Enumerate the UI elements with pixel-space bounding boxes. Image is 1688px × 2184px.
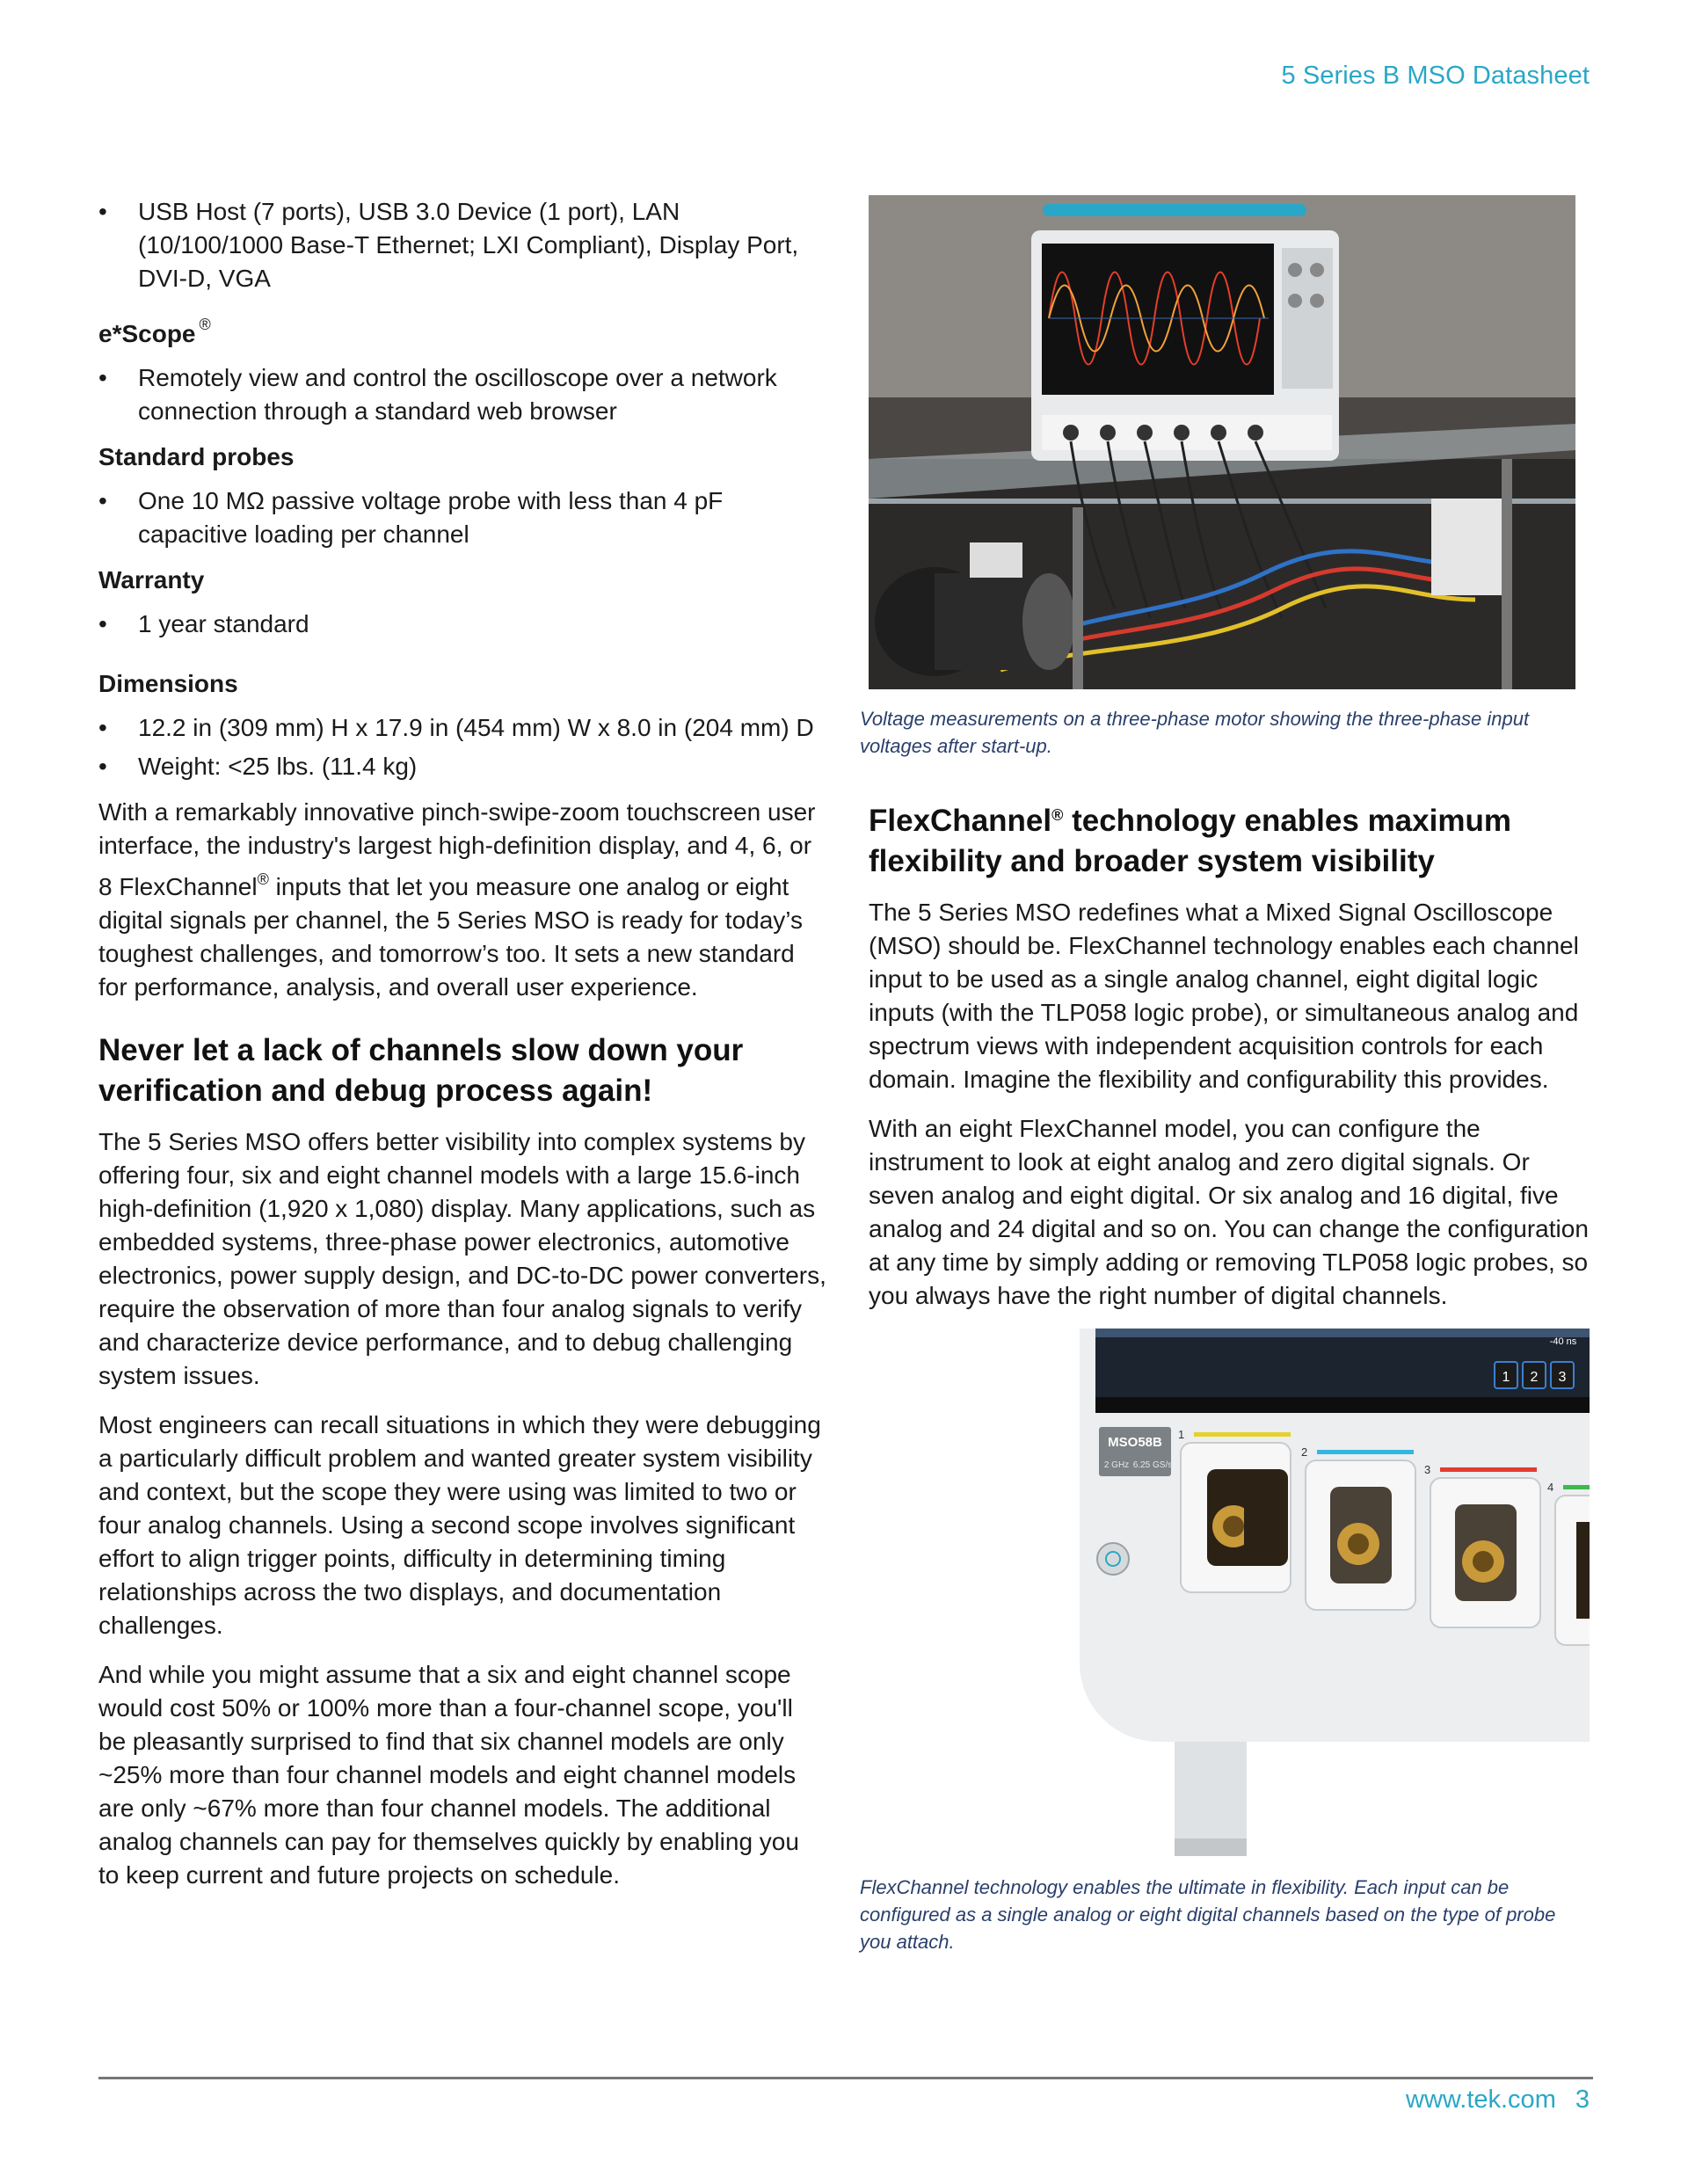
flexchannel-inputs-image bbox=[869, 1329, 1590, 1856]
photo2-caption: FlexChannel technology enables the ultimate in flexibility. Each input can be configured as a single analog or eight digital channels based on the type of probe you attach. bbox=[860, 1876, 1556, 1953]
oscilloscope-motor-photo bbox=[869, 195, 1575, 689]
flexchannel-inputs-photo bbox=[869, 1329, 1590, 1856]
channel-label-3: 3 bbox=[1424, 1463, 1431, 1476]
oscilloscope-motor-image bbox=[869, 195, 1575, 689]
left-column bbox=[98, 195, 826, 1908]
channels-paragraph-3: And while you might assume that a six and eight channel scope would cost 50% or 100% more than a four-channel scope, you'll be pleasantly surprised to find that six channel models are only ~25% more than four channel models and eight channel models are only ~67% more than four channel models. The additional analog channels can pay for themselves quickly by enabling you to keep current and future projects on schedule. bbox=[98, 1661, 799, 1889]
channel-label-2: 2 bbox=[1301, 1445, 1308, 1459]
escope-list bbox=[98, 361, 826, 428]
warranty-heading: Warranty bbox=[98, 566, 205, 593]
registered-mark: ® bbox=[257, 870, 269, 888]
section-heading-flexchannel bbox=[869, 795, 1590, 882]
screen-readout: -40 ns bbox=[1549, 1336, 1577, 1347]
screen-button-2: 2 bbox=[1530, 1370, 1539, 1385]
registered-mark: ® bbox=[1051, 806, 1064, 824]
heading-text-b: technology enables maximum flexibility and broader system visibility bbox=[869, 804, 1511, 878]
page-number: 3 bbox=[1575, 2086, 1590, 2114]
footer-divider bbox=[98, 2077, 1593, 2079]
footer-url[interactable]: www.tek.com bbox=[1406, 2086, 1556, 2114]
intro-text-a: With a remarkably innovative pinch-swipe-zoom touchscreen user interface, the industry's largest high-definition display, and 4, 6, or 8 FlexChannel bbox=[98, 798, 816, 900]
spec-sample-rate: 6.25 GS/s bbox=[1132, 1460, 1173, 1470]
escope-bullet: • Remotely view and control the oscilloscope over a network connection through a standard web browser bbox=[98, 361, 826, 428]
footer bbox=[1406, 2086, 1590, 2115]
right-column bbox=[860, 195, 1590, 1991]
spec-bandwidth: 2 GHz bbox=[1103, 1460, 1130, 1470]
document-title: 5 Series B MSO Datasheet bbox=[1281, 62, 1590, 90]
channels-paragraph-2: Most engineers can recall situations in which they were debugging a particularly difficult problem and wanted greater system visibility and context, but the scope they were using was limited to two or four analog channels. Using a second scope involves significant effort to align trigger points, difficulty in determining timing relationships across the two displays, and documentation challenges. bbox=[98, 1411, 821, 1639]
dimensions-list bbox=[98, 711, 826, 783]
screen-button-1: 1 bbox=[1502, 1370, 1510, 1385]
ports-bullet: • USB Host (7 ports), USB 3.0 Device (1 port), LAN (10/100/1000 Base-T Ethernet; LXI Compliant), Display Port, DVI-D, VGA bbox=[98, 195, 826, 295]
channel-label-4: 4 bbox=[1547, 1481, 1554, 1494]
weight-bullet: • Weight: <25 lbs. (11.4 kg) bbox=[98, 750, 826, 783]
registered-mark: ® bbox=[199, 316, 211, 333]
warranty-bullet: • 1 year standard bbox=[98, 608, 826, 641]
model-badge: MSO58B bbox=[1108, 1435, 1162, 1450]
warranty-list bbox=[98, 608, 826, 641]
escope-heading bbox=[98, 308, 826, 351]
intro-text-b: inputs that let you measure one analog or eight digital signals per channel, the 5 Series MSO is ready for today’s toughest challenges, and tomorrow’s too. It sets a new standard for performance, analysis, and overall user experience. bbox=[98, 873, 804, 1001]
section-heading-channels: Never let a lack of channels slow down your verification and debug process again! bbox=[98, 1033, 744, 1108]
channel-label-1: 1 bbox=[1178, 1428, 1185, 1441]
probes-bullet: • One 10 MΩ passive voltage probe with less than 4 pF capacitive loading per channel bbox=[98, 484, 826, 551]
escope-heading-text: e*Scope bbox=[98, 320, 196, 347]
ports-list bbox=[98, 195, 826, 295]
dimensions-heading: Dimensions bbox=[98, 670, 238, 697]
probes-heading: Standard probes bbox=[98, 443, 295, 470]
heading-text-a: FlexChannel bbox=[869, 804, 1052, 838]
power-button-icon bbox=[1097, 1543, 1129, 1575]
flexchannel-paragraph-1: The 5 Series MSO redefines what a Mixed Signal Oscilloscope (MSO) should be. FlexChannel technology enables each channel input to be used as a single analog channel, eight digital logic inputs (with the TLP058 logic probe), or simultaneous analog and spectrum views with independent acquisition controls for each domain. Imagine the flexibility and configurability this provides. bbox=[869, 899, 1579, 1093]
probes-list bbox=[98, 484, 826, 551]
channels-paragraph-1: The 5 Series MSO offers better visibility into complex systems by offering four, six and eight channel models with a large 15.6-inch high-definition (1,920 x 1,080) display. Many applications, such as embedded systems, three-phase power electronics, automotive electronics, power supply design, and DC-to-DC power converters, require the observation of more than four analog signals to verify and characterize device performance, and to debug challenging system issues. bbox=[98, 1128, 826, 1389]
photo1-caption: Voltage measurements on a three-phase motor showing the three-phase input voltages after start-up. bbox=[860, 708, 1530, 757]
flexchannel-paragraph-2: With an eight FlexChannel model, you can configure the instrument to look at eight analog and zero digital signals. Or seven analog and eight digital. Or six analog and 16 digital, five analog and 24 digital and so on. You can change the configuration at any time by simply adding or removing TLP058 logic probes, so you always have the right number of digital channels. bbox=[869, 1115, 1589, 1309]
dimensions-bullet: • 12.2 in (309 mm) H x 17.9 in (454 mm) W x 8.0 in (204 mm) D bbox=[98, 711, 826, 745]
intro-paragraph bbox=[98, 796, 826, 1004]
screen-button-3: 3 bbox=[1558, 1370, 1567, 1385]
